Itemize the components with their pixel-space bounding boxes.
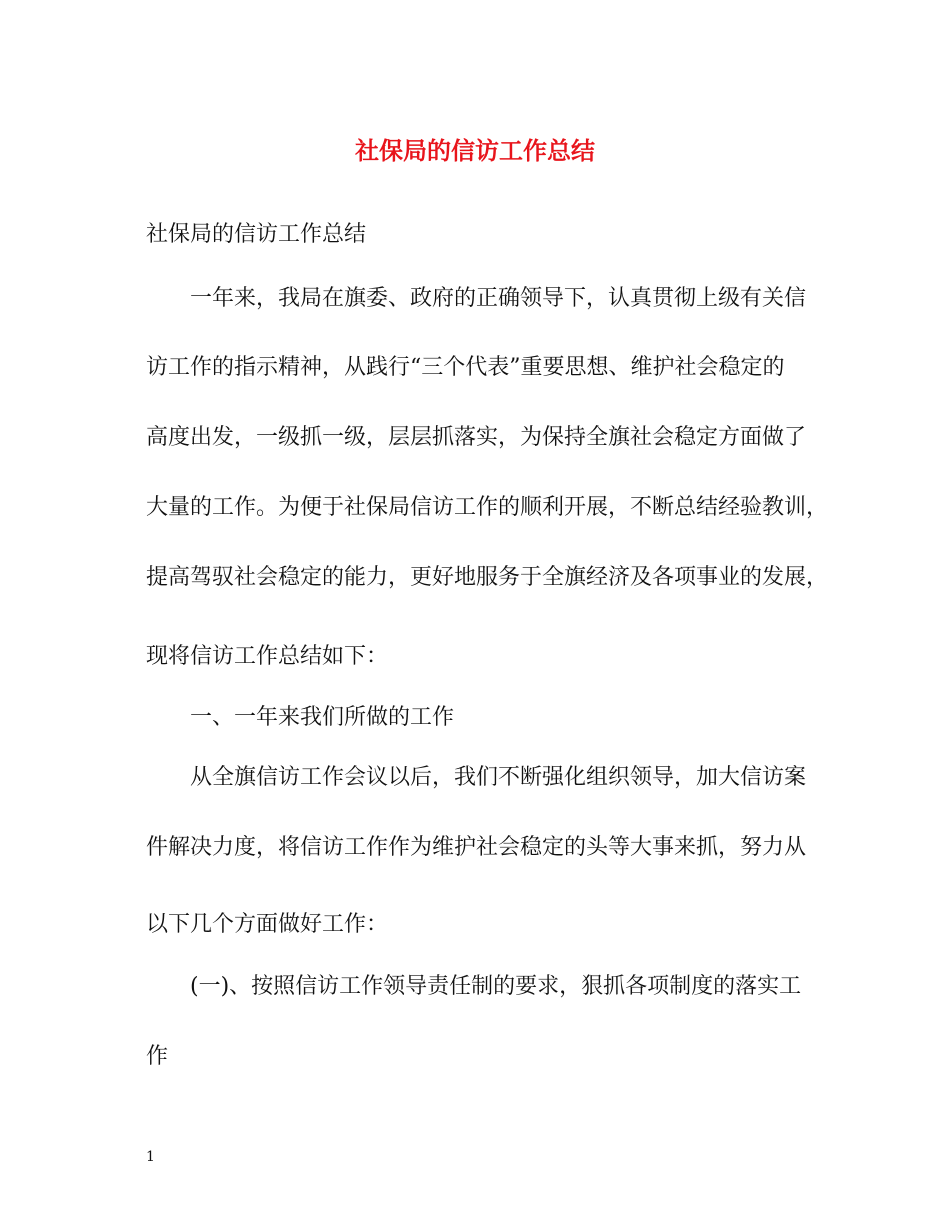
paragraph-line: 从全旗信访工作会议以后，我们不断强化组织领导，加大信访案 — [190, 765, 807, 790]
document-title: 社保局的信访工作总结 — [355, 136, 595, 165]
paragraph-line: 大量的工作。为便于社保局信访工作的顺利开展，不断总结经验教训， — [146, 495, 829, 520]
paragraph-line: 现将信访工作总结如下： — [146, 644, 389, 669]
paragraph-line: 一年来，我局在旗委、政府的正确领导下，认真贯彻上级有关信 — [190, 286, 807, 311]
paragraph-line: 高度出发，一级抓一级，层层抓落实，为保持全旗社会稳定方面做了 — [146, 425, 807, 450]
section-heading: 一、一年来我们所做的工作 — [190, 705, 455, 730]
paragraph-line: 提高驾驭社会稳定的能力，更好地服务于全旗经济及各项事业的发展， — [146, 565, 829, 590]
paragraph-line: 以下几个方面做好工作： — [146, 912, 389, 937]
paragraph-line: 件解决力度，将信访工作作为维护社会稳定的头等大事来抓，努力从 — [146, 835, 807, 860]
page-number: 1 — [146, 1149, 155, 1165]
subtitle-line: 社保局的信访工作总结 — [146, 222, 367, 247]
subsection-heading: (一)、按照信访工作领导责任制的要求，狠抓各项制度的落实工 — [190, 974, 802, 999]
paragraph-line: 访工作的指示精神，从践行“三个代表”重要思想、维护社会稳定的 — [146, 355, 785, 380]
paragraph-line: 作 — [146, 1044, 169, 1069]
